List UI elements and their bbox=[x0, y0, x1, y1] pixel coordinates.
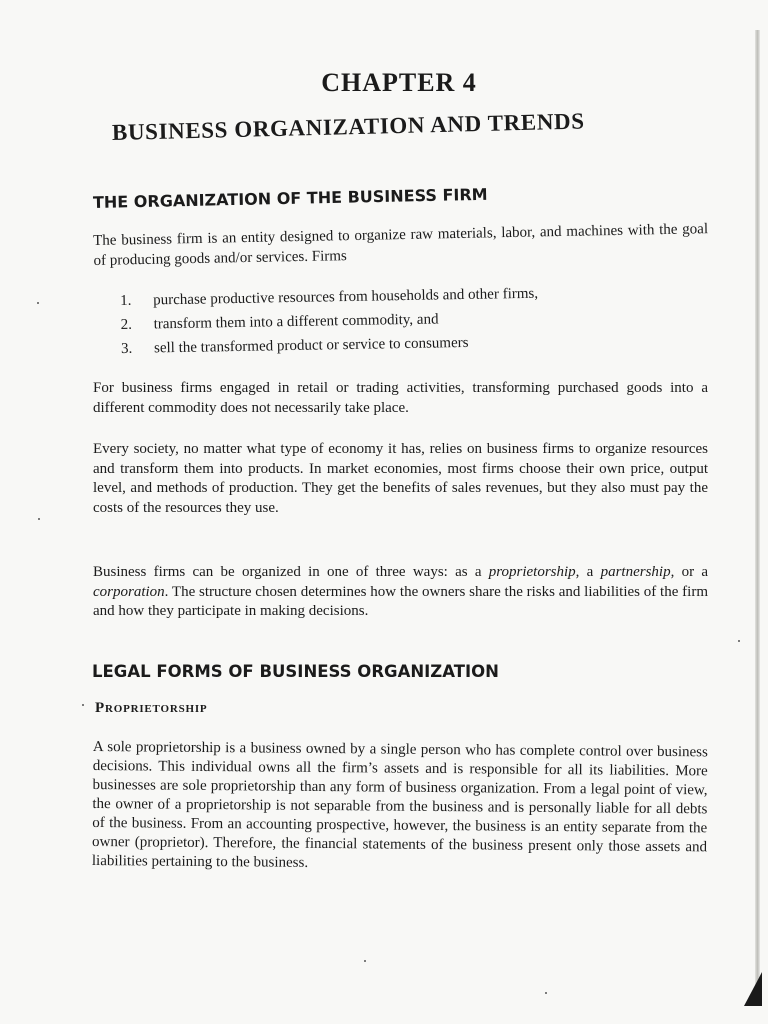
chapter-subtitle: BUSINESS ORGANIZATION AND TRENDS bbox=[111, 108, 585, 145]
term-partnership: partnership bbox=[600, 564, 671, 580]
chapter-title: CHAPTER 4 bbox=[321, 68, 477, 97]
paragraph-society: Every society, no matter what type of economy it has, relies on business firms to organize resources and transform them into products. In market economies, most firms choose their own price, output level, and methods of production. They get the benefits of sales revenues, but they also must pay the costs of the resources they use. bbox=[93, 441, 708, 516]
scan-speck bbox=[545, 992, 547, 994]
subheading-proprietorship: Proprietorship bbox=[95, 700, 208, 716]
scan-speck bbox=[38, 518, 40, 520]
section-heading-organization: THE ORGANIZATION OF THE BUSINESS FIRM bbox=[92, 184, 488, 212]
list-item: 1. purchase productive resources from households and other firms, bbox=[120, 285, 539, 309]
list-item: 3. sell the transformed product or service to consumers bbox=[120, 334, 469, 357]
term-corporation: corporation bbox=[93, 583, 165, 600]
paragraph-organization-ways: Business firms can be organized in one of three ways: as a proprietorship, a partnership, or a corporation. The structure chosen determines how the owners share the risks and liabilities of the firm and how they participate in making decisions. bbox=[93, 564, 708, 619]
page-edge-shadow bbox=[755, 30, 760, 990]
section-heading-legal-forms: LEGAL FORMS OF BUSINESS ORGANIZATION bbox=[92, 662, 499, 681]
list-item: 2. transform them into a different commodity, and bbox=[120, 311, 439, 333]
paragraph-retail: For business firms engaged in retail or trading activities, transforming purchased goods into a different commodity does not necessarily take place. bbox=[93, 380, 708, 416]
scan-speck bbox=[37, 302, 39, 304]
page-corner-mark bbox=[744, 972, 762, 1006]
scan-speck bbox=[364, 960, 366, 962]
paragraph-intro: The business firm is an entity designed to organize raw materials, labor, and machines with the goal of producing goods and/or services. Firms bbox=[93, 221, 709, 269]
scan-speck bbox=[82, 704, 84, 706]
paragraph-proprietorship: A sole proprietorship is a business owned by a single person who has complete control over business decisions. This individual owns all the firm’s assets and is responsible for all its liabilities. More businesses are sole proprietorship than any form of business organization. From a legal point of view, the owner of a proprietorship is not separable from the business and is personally liable for all debts of the business. From an accounting prospective, however, the business is an entity separate from the owner (proprietor). Therefore, the financial statements of the business present only those assets and liabilities pertaining to the business. bbox=[91, 738, 708, 871]
term-proprietorship: proprietorship bbox=[488, 564, 576, 580]
firm-activities-list bbox=[120, 279, 681, 361]
scan-speck bbox=[738, 640, 740, 642]
